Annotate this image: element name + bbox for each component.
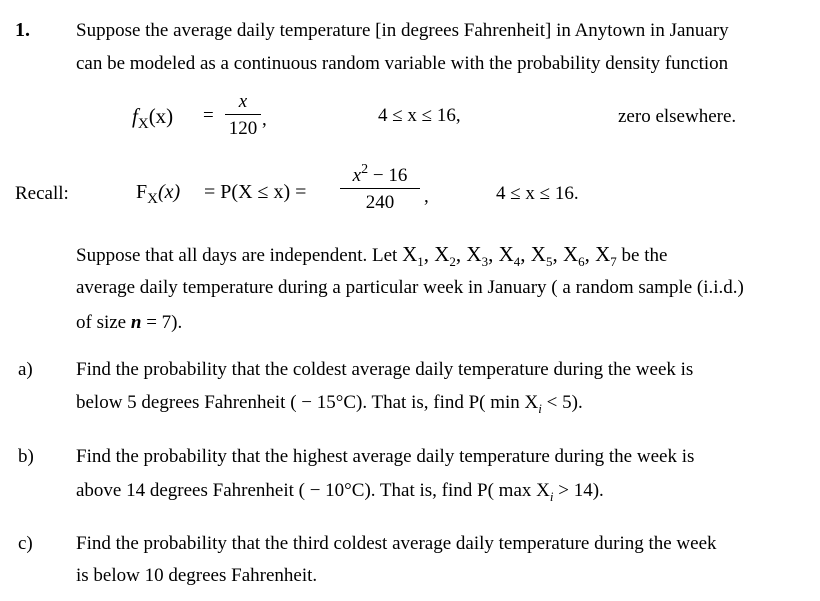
part-line-1: Find the probability that the third coldest average daily temperature during the week <box>76 533 717 554</box>
cdf-support: 4 ≤ x ≤ 16. <box>496 183 579 204</box>
part-line-2: below 5 degrees Fahrenheit ( − 15°C). That is, find P( $\min X_i < 5$). <box>76 392 583 416</box>
pdf-elsewhere: zero elsewhere. <box>618 106 737 127</box>
pdf-fraction <box>225 92 261 138</box>
problem-number: 1. <box>15 19 30 41</box>
cdf-lhs: $F_X(x)$ <box>136 181 181 207</box>
part-line-2: above 14 degrees Fahrenheit ( − 10°C). That is, find P( $\max X_i > 14$). <box>76 480 604 504</box>
cdf-denominator: 240 <box>365 192 395 213</box>
setup-line-2: average daily temperature during a particular week in January ( a random sample (i.i.d.) <box>76 277 744 298</box>
cdf-comma: , <box>424 186 429 207</box>
pdf-support: 4 ≤ x ≤ 16, <box>378 105 461 126</box>
pdf-numerator: x <box>238 91 248 112</box>
intro-line-1: Suppose the average daily temperature [in degrees Fahrenheit] in Anytown in January <box>76 20 729 41</box>
pdf-comma: , <box>262 109 267 130</box>
fraction-bar <box>340 188 420 189</box>
part-label: a) <box>18 359 33 380</box>
setup-line-3: of size n = 7). <box>76 312 183 333</box>
part-line-1: Find the probability that the highest average daily temperature during the week is <box>76 446 695 467</box>
part-line-2: is below 10 degrees Fahrenheit. <box>76 565 318 586</box>
cdf-numerator: $x^2 - 16$ <box>352 162 408 186</box>
fraction-bar <box>225 114 261 115</box>
setup-line-1: Suppose that all days are independent. Let $X_1$, $X_2$, $X_3$, $X_4$, $X_5$, $X_6$, $X_7$ be the <box>76 242 668 270</box>
pdf-lhs: $f_X(x)$ <box>132 104 174 133</box>
part-label: c) <box>18 533 33 554</box>
cdf-fraction <box>340 162 420 213</box>
part-line-1: Find the probability that the coldest average daily temperature during the week is <box>76 359 694 380</box>
pdf-equals: = <box>203 105 214 126</box>
pdf-denominator: 120 <box>228 118 258 139</box>
part-label: b) <box>18 446 34 467</box>
intro-line-2: can be modeled as a continuous random variable with the probability density function <box>76 53 729 74</box>
recall-label: Recall: <box>15 183 69 204</box>
cdf-probability: = P(X ≤ x) = <box>204 181 307 203</box>
